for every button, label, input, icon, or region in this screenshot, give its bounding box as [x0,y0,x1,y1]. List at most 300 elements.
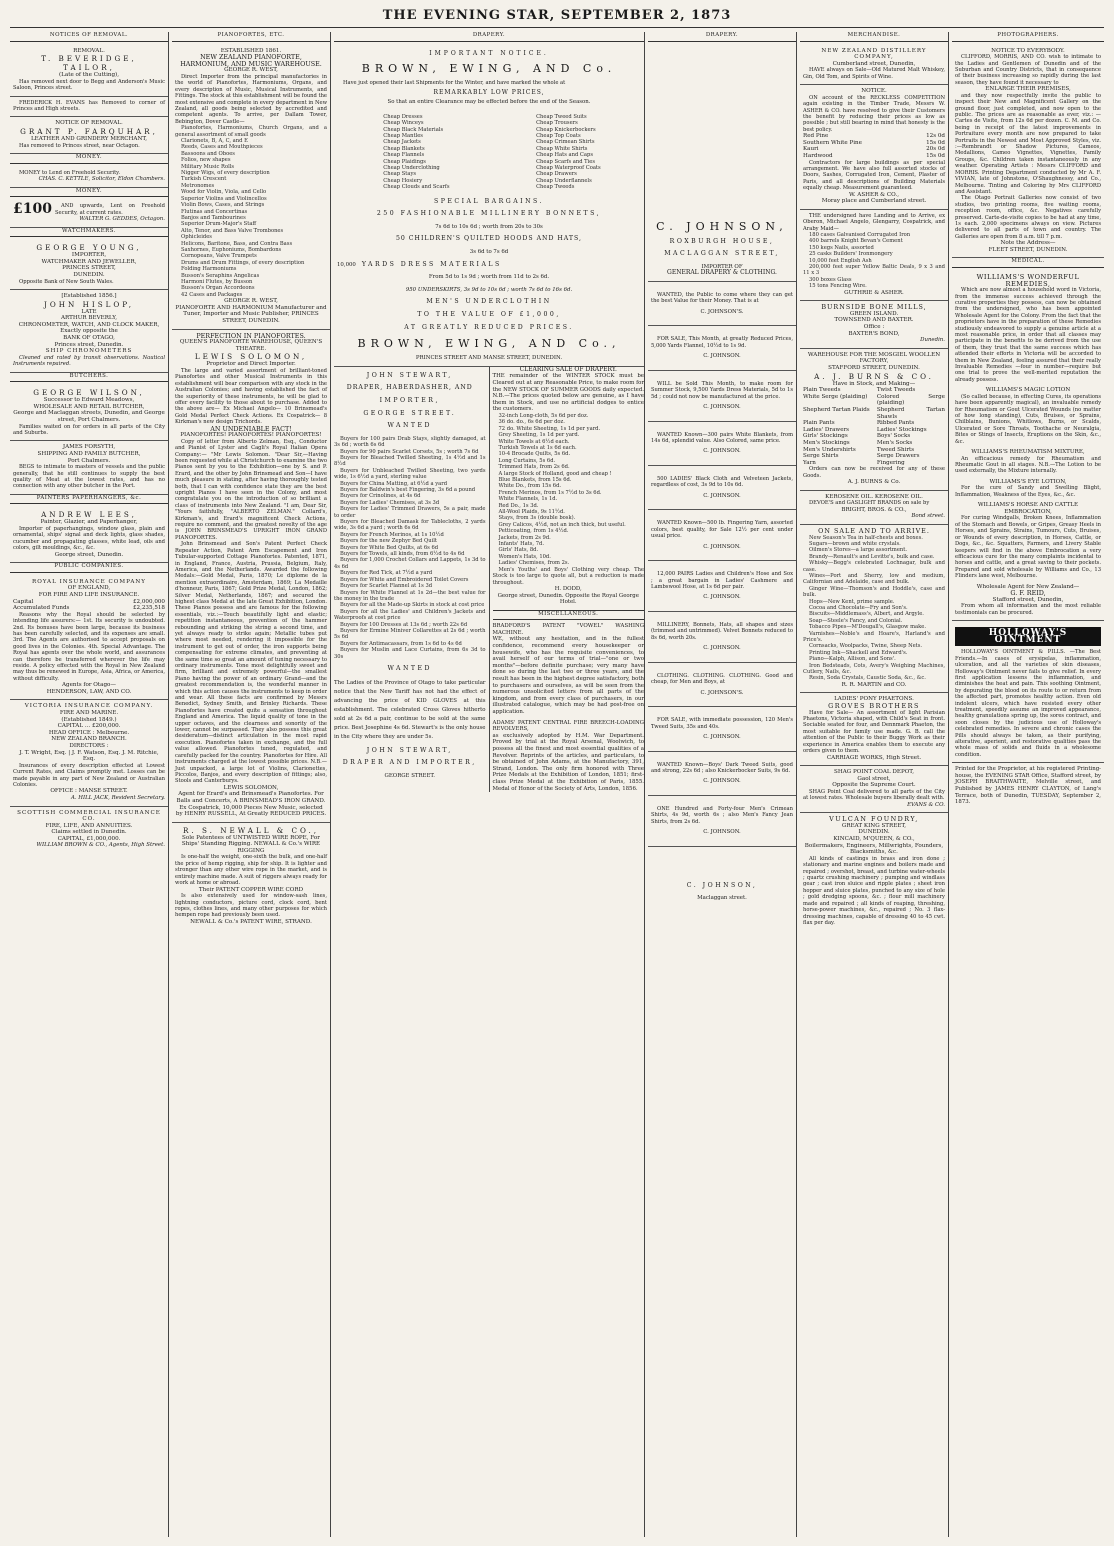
ad-line: Note the Address— [1000,240,1056,247]
list-item: Busson's Organ Accordeons [181,285,255,292]
ad-martin [800,525,948,694]
list-item: Red Do., 1s 3d. [498,502,539,509]
ad-body: Which are now almost a household word in Victoria, from the immense success achieved through the curative properties they possess, can now be obtained from the undersigned, who has been appointed Wholesale Agent for the Colony. From the fact that the proprietors have in the preparation of these Remedies studiously endeavored to supply a genuine article at a most reasonable price, in order that all classes may participate in the benefits to be derived from the use of them, they trust that the same success which has attended their efforts in Victoria will be accorded to them in New Zealand, feeling assured that their really Invaluable Remedies —four in number—require but one trial to prove the well-merited reputation the already possess. [955,287,1101,383]
ad-signature: WILLIAM BROWN & CO., Agents, High Street. [36,842,165,849]
list-item: Buyers for Bleached Damask for Tablecloths, 2 yards wide, 3s 6d a yard ; worth 6s 6d [334,519,486,532]
ad-forsyth [10,441,168,494]
ad-title: NEW ZEALAND PIANOFORTE, HARMONIUM, AND MUSIC WAREHOUSE. [180,53,322,68]
timber-row [803,140,945,147]
ad-heading: SPECIAL BARGAINS. [433,197,545,205]
ad-title: GEORGE YOUNG, [36,243,142,253]
ad-title: GRANT P. FARQUHAR, [20,127,158,136]
list-item: Turkish Crescent [181,176,227,183]
ad-line: George and Maclaggan streets, Dunedin, and George street, Port Chalmers. [13,410,165,423]
list-item: Buyers for Crinolines, at 4s 6d [340,493,421,500]
ad-signature: C. JOHNSON. [703,829,741,836]
ad-title: CLEARING SALE OF DRAPERY. [519,365,617,373]
row-label: Southern White Pine [803,139,862,146]
section-header: PIANOFORTES, ETC. [172,32,330,42]
ad-body: ON account of the RECKLESS COMPETITION again existing in the Timber Trade, Messrs W. ASHER & CO. have resolved to give their Customers the benefit by reducing their prices as low as possible ; but still bearing in mind that honesty is the best policy. [803,94,945,133]
ad-line: GEORGE STREET. [363,409,457,417]
ad-line: Claims settled in Dunedin. [51,829,127,836]
list-item: White Flannels, 1s 1d. [498,496,558,503]
ad-johnson [648,752,796,796]
ad-heading: NOTICE TO EVERYBODY. [991,47,1065,54]
ad-line: FOR FIRE AND LIFE INSURANCE. [38,591,140,598]
ad-johnson-main [648,45,796,282]
ad-body: Has removed next door to Begg and Anderson's Music Saloon, Princes street. [13,78,165,92]
ad-body: WANTED, the Public to come where they can get the best Value for their Money. That is at [651,291,793,305]
list-item: Buyers for White Bed Quilts, at 6s 6d [340,544,439,551]
section-header: MERCHANDISE. [800,32,948,42]
ad-line: REMARKABLY LOW PRICES, [433,88,545,96]
masthead-rule [10,27,1104,28]
ad-signature: WALTER G. GEDDES, Octagon. [79,216,165,222]
column-2 [172,32,331,1537]
ad-west [172,45,330,330]
list-item: French Merinos, from 1s 7½d to 3s 6d. [498,489,602,496]
section-header: NOTICES OF REMOVAL. [10,32,168,42]
list-item: Cheap White Shirts [536,145,588,152]
list-item: Buyers for Unbleached Twilled Sheeting, two yards wide, 1s 6½d a yard, sterling value [334,467,486,481]
ad-body: Have just opened their last Shipments for the Winter, and have marked the whole at [343,80,566,87]
list-item: Grey Calicos, 4½d, not an inch thick, but useful. [498,521,626,528]
ad-body: John Brinsmead and Son's Patent Perfect Check Repeater Action, Patent Arm Escapement and Iron Tubular-supported Cottage Pianofortes. Patented, 1871, in England, France, Austria, Prussia, Belgium, Italy, America, and the Netherlands. Awarded the following Medals:—Gold Medal, Paris, 1870; Le diplome de la mention extraordinaire, Amsterdam, 1869; La Medaille d'honneur, Paris, 1867; Gold Prize Medal, London, 1862; Silver Medal, Netherlands, 1867; and secured the highest class Medal at the late Great Exhibition, London. These Pianos possess and are famous for the following essentials, viz.:—Touch beautifully light and elastic; repetition instantaneous, prevention of the hammer rebounding and striking the string a second time, and yet always ready to strike again; Metallic tubes put where most needed, rendering it impossible for the instrument to get out of order, the iron supports being compensating for extreme climates, and preventing at the same time so great an amount of tuning necessary to ordinary instruments. Tone most delightfully sweet and firm, brilliant and extremely powerful—the smallest Piano having the power of an ordinary Grand—and the greatest recommendation is, the wonderful manner in which this action causes the instruments to keep in order and wear. All these facts are confirmed by Messrs Benedict, Sydney Smith, and Brinley Richards. These Pianofortes have created quite a sensation throughout England and America. The liquid quality of tone in the upper octaves, and the clearness and sonority of the lower, cannot be surpassed. They also possess this great desideratum—distinct articulation in the most rapid execution. Pianofortes taken in exchange, and the full value allowed. Pianofortes tuned, regulated, and carefully packed for the country. Pianofortes for Hire. All instruments charged at the lowest possible prices. N.B.—Just unpacked, a large lot of Violins, Clarionettes, Piccolos, Banjos, and every description of fittings; also, Stools and Canterburys. [175,541,327,785]
ad-title: LEWIS SOLOMON, [194,352,308,362]
row-label: Hardwood [803,153,833,159]
ad-line: SHIPPING AND FAMILY BUTCHER, [37,450,141,457]
list-item: Saxhornes, Euphoniums, Bombardons [181,246,282,253]
list-item: Biscuits—Middlemass's, Albert, and Argyle. [809,611,924,618]
list-item: Folding Harmoniums [181,266,237,273]
section-header: MONEY. [10,188,168,198]
list-item: Cheap Black Materials [383,126,444,133]
ad-title: WILLIAMS'S WONDERFUL REMEDIES, [976,272,1080,288]
ad-line: Moray place and Cumberland street. [821,198,927,205]
ad-body: The Otago Portrait Galleries now consist of two studios, two printing rooms, five waiting rooms, reception room, office, &c. Negatives carefully preserved. Carte-de-visite copies to be had at any time, 1s each. 2,000 specimens always on view. Pictures delivered to all parts of town and country. The Galleries are open from 8 a.m. till 7 p.m. [955,195,1101,240]
ad-subtitle: LEATHER AND GRINDERY MERCHANT, [30,136,148,142]
ad-body: WANTED Known—500 lb. Fingering Yarn, assorted colors, best quality, for Sale 12½ per cent under usual price. [651,520,793,540]
list-item: Cheap Plaidings [383,158,426,165]
list-item: Buyers for all the Made-up Skirts in stock at cost price [340,602,485,609]
ad-signature: A. J. BURNS & Co. [847,479,901,486]
ad-heading: ESTABLISHED 1861. [220,47,282,54]
section-header: MONEY. [10,154,168,164]
list-item: 300 boxes Glass [809,276,852,283]
cheap-list-left [377,114,449,191]
buyers-list [334,436,486,660]
ad-title: A. J. BURNS & CO. [814,371,934,381]
ad-subtitle: (Late of the Cutting), [58,72,120,79]
list-item: Men's Undershirts [803,446,856,453]
burns-row [803,394,945,407]
ad-kerosene [800,491,948,525]
column-4 [648,32,797,1537]
ad-body: WE, without any hesitation, and in the fullest confidence, recommend every housekeeper or housewife, who has the requisite conveniences, to avail herself of our terms of trial—"one or two months"—before definite purchase; very many have done so during the last two or three years, and the result has been in the highest degree satisfactory, both to purchasers and ourselves, as will be seen from the numerous unsolicited letters from all parts of the kingdom, and from every class of purchasers, in our illustrated catalogue, which may be had post-free on application. [492,636,644,715]
list-item: Drums and Drum Fittings, of every description [181,259,305,266]
ad-johnson [648,510,796,561]
ad-burns [800,349,948,491]
guthrie-list [803,232,945,290]
list-item: Cheap Flannels [383,152,425,159]
list-item: Twist Tweeds [876,387,916,394]
ad-signature: HENDERSON, LAW, AND CO. [46,688,132,695]
list-item: Cheap Underclothing [383,165,440,172]
list-item: Banjos and Tambourines [181,214,246,221]
list-item: Trimmed Hats, from 2s 6d. [498,464,570,471]
ad-line: HEAD OFFICE : Melbourne. [48,729,130,736]
burns-list [803,387,945,466]
ad-body: CLOTHING. CLOTHING. CLOTHING. Good and cheap, for Men and Boys, at [651,672,793,686]
list-item: Plain Pants [803,420,835,427]
ad-line: DUNEDIN. [73,271,105,278]
list-item: All-Wool Plaids, 9s 11½d. [498,509,565,516]
list-item: Cheap Knickerbockers [536,126,596,133]
timber-row [803,133,945,140]
ad-signature: G. F. REID, [1010,589,1046,598]
ad-line: CAPITAL, £1,000,000. [57,835,121,842]
list-item: Piano—Kalph, Allison, and Sons'. [809,656,896,663]
list-item: A large Stock of Holland, good and cheap ! [498,470,612,477]
ad-body: FREDERICK H. EVANS has Removed to corner of Princes and High streets. [13,99,165,112]
row-label: Accumulated Funds [13,605,70,612]
ad-holloway [952,621,1104,763]
list-item: Buyers for Ladies' Trimmed Drawers, 5s a pair, made to order [334,506,486,519]
ad-dodd [490,367,645,792]
ad-line: Successor to Edward Meadows, [43,397,135,404]
ad-signature: C. JOHNSON. [703,492,741,499]
ad-line: WATCHMAKER AND JEWELLER, [41,258,137,265]
ad-heading: LADIES' PONY PHAETONS. [834,696,914,703]
ad-johnson [648,796,796,847]
ad-line: Office : [863,324,885,331]
ad-line: Agent for Erard's and Brinsmead's Pianofortes. For Balls and Concerts, A BRINSMEAD'S IRON GRAND. Ex Cospatrick, 10,000 Pieces New Music, selected by HENRY RUSSELL, At Greatly REDUCED PRICES. [175,791,327,818]
ad-line: Agents for Otago— [61,682,117,689]
ad-body: All kinds of castings in brass and iron done ; stationary and marine engines and boilers made and repaired ; overshot, breast, and turbine water-wheels ; quartz crushing machinery ; pumping and windlass gear ; cast iron sluice and ripple plates ; sheet iron hopper and sluice plates, punched to any size of hole ; gold dredging spoons, &c. ; flour mill machinery made and repaired ; all kinds of reaping, threshing, horse-power machines, &c., repaired ; No. 3 flax-dressing machines, capable of dressing 40 to 45 cwt. flax per day. [803,855,945,926]
list-item: Printing Ink—Shackell and Edward's. [809,649,908,656]
list-item: Cheap Hosiery [383,177,423,184]
ad-line: Opposite the Supreme Court. [832,782,916,789]
ad-title: WAREHOUSE FOR THE MOSGIEL WOOLLEN FACTORY, [807,351,941,365]
list-item: 32-inch Long-cloth, 5s 6d per doz. [498,412,589,419]
ad-signature: C. JOHNSON. [703,353,741,360]
list-item: Nigger Wigs, of every description [181,170,270,177]
list-item: Brandy—Renault's and Levitte's, bulk and case. [809,553,935,560]
row-value: £2,235,518 [132,605,165,612]
ad-line: Stafford street, Dunedin, [992,596,1064,603]
list-item: Petticoating, from 1s 4½d. [498,528,569,535]
list-item: Men's Youths' and Boys' Clothing very cheap. The Stock is too large to quote all, but a reduction is made throughout. [492,566,644,586]
ad-beveridge [10,45,168,97]
ad-line: Exactly opposite the [60,328,118,335]
ad-body: The large and varied assortment of brilliant-toned Pianofortes and other Musical Instruments in this establishment will bear comparison with any stock in the Australian Colonies; and having established the fact of the superiority of these instruments, he will be glad to offer every facility to those about to purchase. Added to the above are— Ex Michael Angelo— 10 Brinsmead's Gold Medal Perfect Check Actions. Ex Cospatrick— 8 Kirkman's new design Trichords. [175,367,327,426]
section-header: BUTCHERS. [10,373,168,383]
list-item: Colored Serge (plaiding) [876,393,945,407]
list-item: Buyers for 1,000 Crochet Collars and Lappets, 1s 3d to 4s 6d [334,557,486,570]
row-value: 15s 0d [926,153,945,159]
newspaper-columns [10,32,1104,1537]
ad-title: SHAG POINT COAL DEPOT, [834,769,914,776]
list-item: Cheap Top Coats [536,133,581,139]
ad-evans [10,97,168,118]
ad-williams [952,271,1104,621]
ad-title: WILLIAMS'S EYE LOTION, [989,478,1067,485]
ad-body: SHAG Point Coal delivered to all parts of the City at lowest rates. Wholesale buyers liberally dealt with. [803,788,945,802]
ad-line: PIANOFORTE AND HARMONIUM Manufacturer and Tuner, Importer and Music Publisher, PRINCES STREET, DUNEDIN. [175,304,327,324]
list-item: Buyers for Towels, all kinds, from 6½d to 4s 6d [340,551,465,558]
ad-line: Bond street. [911,513,945,520]
ad-line: BANK OF OTAGO, [63,334,115,341]
list-item: Buyers for 90 pairs Scarlet Corsets, 5s ; worth 7s 6d [340,448,479,455]
ad-body: Is also extensively used for window-sash lines, lightning conductors, picture cord, clock cord, bent ropes, clothes lines, and many other purposes for which hempen rope had previously been used. [175,893,327,919]
list-item: Buyers for Antimacassars, from 1s 6d to 4s 6d [340,640,462,647]
ad-line: Gaol street, [857,775,891,782]
ad-signature: NEWALL & Co.'s PATENT WIRE, STRAND. [190,918,312,925]
cheap-list-right [530,114,601,191]
burns-row [803,427,945,434]
list-item: Long Curtains, 5s 6d. [498,457,556,464]
ad-line: GEORGE STREET. [384,772,435,779]
ad-line: PRINCES STREET AND MANSE STREET, DUNEDIN. [415,355,563,362]
section-header: WATCHMAKERS. [10,228,168,238]
ad-line: ARTHUR BEVERLY, [60,315,118,322]
ad-body: Importer of paperhangings, window glass, plain and ornamental, ships' signal and deck lights, glass shades, cucumber and propagating glasses, white lead, oils and colors, gilt mouldings, &c., &c. [13,525,165,552]
list-item: Ribbed Pants [876,420,915,427]
ad-line: NEW ZEALAND BRANCH. [51,736,127,743]
ad-title: T. BEVERIDGE, TAILOR, [41,54,137,73]
row-value: £2,000,000 [132,598,165,605]
ad-line: IMPORTER, [379,396,440,404]
ad-title: GROVES BROTHERS [828,702,920,711]
ad-signature: C. JOHNSON, [686,881,758,889]
list-item: Girls' Stockings [803,433,848,440]
ad-line: Cumberland street, Dunedin, [832,60,916,67]
ad-title: R. S. NEWALL & CO., [182,825,320,835]
ad-signature: C. JOHNSON'S. [700,308,744,315]
burns-row [803,387,945,394]
ad-line: TOWNSEND AND BAXTER. [834,317,914,324]
ad-body: WILL be Sold This Month, to make room for Summer Stock, 9,500 Yards Dress Materials, 5d to 1s 5d ; could not now be manufactured at the price. [651,380,793,400]
list-item: Buyers for the new Zephyr Bed Quilt [340,538,438,545]
row-value: 20s 0d [926,146,945,153]
list-item: Buyers for Muslin and Lace Curtains, from 6s 3d to 30s [334,647,486,660]
ad-body: An efficacious remedy for Rheumatism and Rheumatic Gout in all stages. N.B.—The Lotion to be used externally, the Mixture internally. [955,455,1101,475]
ad-title: ON SALE AND TO ARRIVE. [818,526,930,535]
list-item: Cheap Drawers [536,171,577,178]
ad-line: FIRE AND MARINE. [59,709,119,716]
ad-johnson [648,561,796,612]
list-item: Turkish Towels at 1s 6d each. [498,444,577,451]
list-item: Shepherd Tartan Shawls [876,407,945,420]
list-item: Buyers for French Merinos, at 1s 10½d [340,531,444,538]
ad-line: CHRONOMETER, WATCH, AND CLOCK MAKER, [18,321,160,328]
ad-body: FOR SALE, This Month, at greatly Reduced Prices, 5,000 Yards Flannel, 10½d to 1s 9d. [651,336,793,349]
ad-johnson [648,282,796,326]
ad-body: Opposite Bank of New South Wales. [19,278,114,285]
ad-line: DIRECTORS : [69,742,109,749]
ad-kettle [10,167,168,188]
ad-body: WANTED Known—300 pairs White Blankets, from 14s 6d, splendid value. Also Colored, same price. [651,431,793,444]
ad-heading: NOTICE OF REMOVAL. [55,120,123,127]
burns-row [803,460,945,467]
ad-distillery [800,45,948,86]
ad-line: Princes street, Dunedin. [54,341,124,348]
section-header: DRAPERY. [648,32,796,42]
list-item: 200,000 feet super Yellow Baltic Deals, 9 x 3 and 11 x 3 [803,264,945,277]
ad-johnson [648,612,796,663]
masthead: THE EVENING STAR, SEPTEMBER 2, 1873 [382,8,732,23]
ad-guthrie [800,210,948,301]
ad-victoria [10,700,168,806]
ad-body: FOR SALE, with immediate possession, 120 Men's Tweed Suits, 35s and 40s. [651,717,793,730]
ad-body: Have for Sale— An assortment of light Parisian Phaetons, Victoria shaped, with Child's Seat in front. Sociable seated for four, and Dennmark Phaeton, the most suitable for family use made. G. B. call the attention of the Public to their Buggy Work as their experience in America enables them to execute any orders given to them. [803,709,945,755]
ad-clifford [952,45,1104,259]
list-item: Buyers for Bleached Twilled Sheeting, 1s 4½d and 1s 8½d [334,454,486,468]
list-item: Fingering [876,459,905,466]
list-item: Shepherd Tartan Plaids [803,407,870,413]
list-item: 10-4 Brocade Quilts, 5s 6d. [498,451,571,458]
ad-young [10,240,168,290]
list-item: Cheap Stays [383,171,417,178]
ad-title: VICTORIA INSURANCE COMPANY. [24,703,154,710]
burns-row [803,453,945,460]
list-item: Serge Drawers [876,453,920,460]
list-item: Cheap Trousers [536,120,578,127]
ad-line: CARRIAGE WORKS, High Street. [826,754,922,761]
ad-line: 950 UNDERSKIRTS, 3s 9d to 10s 6d ; worth 7s 6d to 16s 6d. [405,286,573,293]
ad-title: NEW ZEALAND DISTILLERY COMPANY, [821,47,927,61]
ad-body: HOLLOWAY'S OINTMENT & PILLS. —The Best Friends.—In cases of erysipelas, inflammation, ulceration, and all the varieties of skin diseases, Holloway's Ointment never fails to give relief. In every first application lessens the inflammation, and diminishes the heat and pain. This soothing Ointment, by depurating the blood on its route to or return from the affected part, promotes healthy action. Even old indolent ulcers, which have resisted every other treatment, speedily assume an improved appearance, healthy granulations spring up, the sores contract, and soon closes by the judicious use of Holloway's celebrated remedies. In severe and chronic cases the Pills should always be taken, as their purifying, alterative, aperient, and restorative qualities pass the whole mass of solids and fluids in a wholesome condition. [955,649,1101,758]
ad-line: ROXBURGH HOUSE, [669,237,775,245]
list-item: Yarn [803,459,816,466]
ad-line: (Established 1849.) [61,716,117,723]
list-item: Women's Hats, 10d. [498,553,551,560]
ad-body: as exclusively adopted by H.M. War Department. Proved by trial at the Royal Arsenal, Woolwich, to possess all the finest and most essential qualities of a Revolver. Reprints of the articles, and particulars, to be obtained of John Adams, at the Manufactory, 391, Strand, London. The only firm honored with Three Prize Medals at the Exhibition of London, 1851; first-class Prize Medal at the Exhibition of Paris, 1855. Medal of Honor of the Society of Arts, London, 1856. [492,732,644,792]
list-item: Cheap Scarfs and Ties [536,158,596,165]
ad-heading: WANTED [387,422,433,430]
ad-qty: 10,000 [337,261,356,268]
ad-line: IMPORTER, [71,252,107,259]
ad-line: OFFICE : MANSE STREET. [50,788,128,795]
list-item: Buyers for White and Embroidered Toilet Covers [340,576,469,583]
ad-line: OF ENGLAND, [67,585,111,592]
ad-line: KINCAID, M'QUEEN, & CO., [833,836,915,843]
ad-signature: BRIGHT, BROS. & CO., [841,506,907,513]
list-item: Buyers for China Matting, at 6½d a yard [340,480,448,487]
ad-signature: CHAS. C. KETTLE, Solicitor, Eldon Chambers. [38,176,165,182]
ad-body: DEVOE'S and GASLIGHT BRANDS on sale by [809,500,930,507]
ad-title: SCOTTISH COMMERCIAL INSURANCE CO. [17,809,161,823]
list-item: Iron Bedsteads, Cots, Avery's Weighing Machines, Cutlery, Nails, &c. [803,662,945,676]
ad-body: MONEY to Lend on Freehold Security. [19,169,121,176]
ad-heading: [Established 1856.] [61,292,117,299]
ad-stewart [334,367,490,792]
ad-title: ROYAL INSURANCE COMPANY [32,578,146,585]
ad-signature: C. JOHNSON. [703,594,741,601]
list-item: New Season's Tea in half-chests and boxes. [809,534,923,541]
ad-title: JOHN STEWART, [366,371,453,379]
list-item: Cheap Waterproof Coats [536,165,601,172]
list-item: Ladies' Chemises, from 2s. [498,560,570,567]
section-header: PAINTERS PAPERHANGERS, &c. [10,495,168,505]
ad-title: VULCAN FOUNDRY, [829,815,919,824]
list-item: Men's Socks [876,439,913,446]
ad-signature: C. JOHNSON. [703,404,741,410]
list-item: Cheap Tweeds [536,184,575,191]
ad-body: Families waited on for orders in all parts of the City and Suburbs. [13,423,165,436]
list-item: Blue Blankets, from 15s 6d. [498,477,572,483]
ad-line: Wholesale Agent for New Zealand— [976,583,1080,590]
johnson-ads [648,282,796,847]
list-item: Cheap Underflannels [536,177,592,184]
list-item: Cocoa and Chocolate—Fry and Son's. [809,605,908,611]
ad-body: Has removed to Princes street, near Octagon. [19,142,140,149]
ad-line: GREEN ISLAND. [849,310,899,317]
list-item: Buyers for Scarlet Flannel at 1s 3d [340,583,433,590]
ad-title: ANDREW LEES, [41,510,137,520]
ad-royal [10,576,168,701]
ad-body: For the cure of Sandy and Swelling Blight, Inflammation, Weakness of the Eyes, &c., &c. [955,485,1101,498]
timber-list [803,133,945,159]
ad-body: HAVE always on Sale—Old Matured Malt Whiskey, Gin, Old Tom, and Spirits of Wine. [803,67,945,80]
ad-signature: EVANS & CO. [907,801,945,808]
ad-line: 250 FASHIONABLE MILLINERY BONNETS, [376,210,602,218]
ad-line: TO THE VALUE OF £1,000, [417,311,561,318]
ad-newall [172,823,330,930]
section-header: MEDICAL. [952,258,1104,268]
list-item: Military Music Rolls [181,163,235,170]
list-item: Cornsacks, Woolpacks, Twine, Sheep Nets. [809,643,923,650]
ad-title: WILLIAMS'S RHEUMATISM MIXTURE, [971,449,1085,456]
list-item: Buyers for 100 pairs Drab Stays, slightly damaged, at 3s 6d ; worth 6s 6d [334,435,486,449]
ad-line: FIRE, LIFE, AND ANNUITIES. [45,822,133,829]
ad-signature: JOHN STEWART, [366,746,453,754]
row-value: 15s 0d [926,139,945,146]
ad-line: Have in Stock, and Making— [832,380,916,387]
list-item: 150 kegs Nails, assorted [809,244,874,251]
list-item: 25 casks Builders' Ironmongery [809,251,893,258]
column-5 [800,32,949,1537]
ad-body: 12,000 PAIRS Ladies and Children's Hose and Sox ; a great bargain in Ladies' Cashmere and Lambswool Hose, at 1s 6d per pair. [651,571,793,591]
list-item: Oilmen's Stores—a large assortment. [809,547,907,554]
list-item: Harmoni Flutes, by Busson [181,278,253,285]
list-item: Ladies' Stockings [876,426,927,433]
list-item: Ladies' Drawers [803,426,850,433]
ad-body: Copy of letter from Alberto Zelman, Esq., Conductor and Pianist of Lyster and Cagli's Royal Italian Opera Company:— "Mr Lewis Solomon. "Dear Sir,—Having been requested while at Christchurch to examine the two Pianos sent by you to the Exhibition—one by S. and P. Erard, and the other by John Brinsmead and Son—I have much pleasure in stating, after having thoroughly tested both, that I can with confidence state they are the best upright Pianos I have seen in the Colony, and most congratulate you on the introduction of so brilliant a class of instruments into New Zealand. "I am, Dear Sir, "Yours faithfully, "ALBERTO ZELMAN." Collard's, Kirkman's, and Erard's magnificent Check Actions, require no comment, and the greatest novelty of the age is JOHN BRINSMEAD'S UPRIGHT IRON GRAND PIANOFORTES. [175,438,327,541]
list-item: Buyers for White Flannel at 1s 2d—the best value for the money in the trade [334,589,486,602]
list-item: Helicons, Baritone, Bass, and Contra Bass [181,240,293,247]
list-item: Folios, new shapes [181,157,231,164]
ad-signature: C. JOHNSON. [703,734,741,741]
list-item: Cornopeans, Valve Trumpets [181,253,257,260]
ad-line: Port Chalmers. [67,457,111,464]
ad-title: JAMES FORSYTH, [62,444,116,451]
instrument-list [175,125,327,298]
ad-line: GENERAL DRAPERY & CLOTHING. [667,269,777,277]
printer-imprint: Printed for the Proprietor, at his registered Printing-house, the EVENING STAR Office, Stafford street, by JOSEPH BRAITHWAITE, Melville street, and Published by JAMES HENRY CLAYTON, of Lang's Terrace, both of Dunedin, TUESDAY, September 2, 1873. [955,766,1101,806]
ad-line: MACLAGGAN STREET, [664,250,780,258]
ad-brown-ewing [334,45,644,367]
list-item: Cheap Clouds and Scarfs [383,184,450,191]
ad-body: For curing Windgalls, Broken Knees, Inflammation of the Stomach and Bowels, or Gripes, Greasy Heels in Horses, and Sprains, Strains, Tumours, Cuts, Bruises, or Wounds of every description, in Horses, Cattle, or Dogs, &c., &c. Squatters, Farmers, and Livery Stable keepers will find in the above Embrocation a very efficacious cure for the many complaints incidental to horses and cattle, and a great saving to their pockets. Prepared and sold wholesale by Williams and Co., 13 Flinders lane west, Melbourne. [955,515,1101,580]
ad-title: ADAMS' PATENT CENTRAL FIRE BREECH-LOADING REVOLVERS, [492,719,644,733]
list-item: Cheap Tweed Suits [536,113,587,120]
ad-signature: H. DODD, [554,585,582,592]
row-value: 12s 0d [926,133,945,140]
list-item: Buyers for Red Tick, at 7½d a yard [340,570,433,577]
list-item: Cheap Winceys [383,120,424,127]
list-item: White Towels at 6½d each. [498,438,570,445]
